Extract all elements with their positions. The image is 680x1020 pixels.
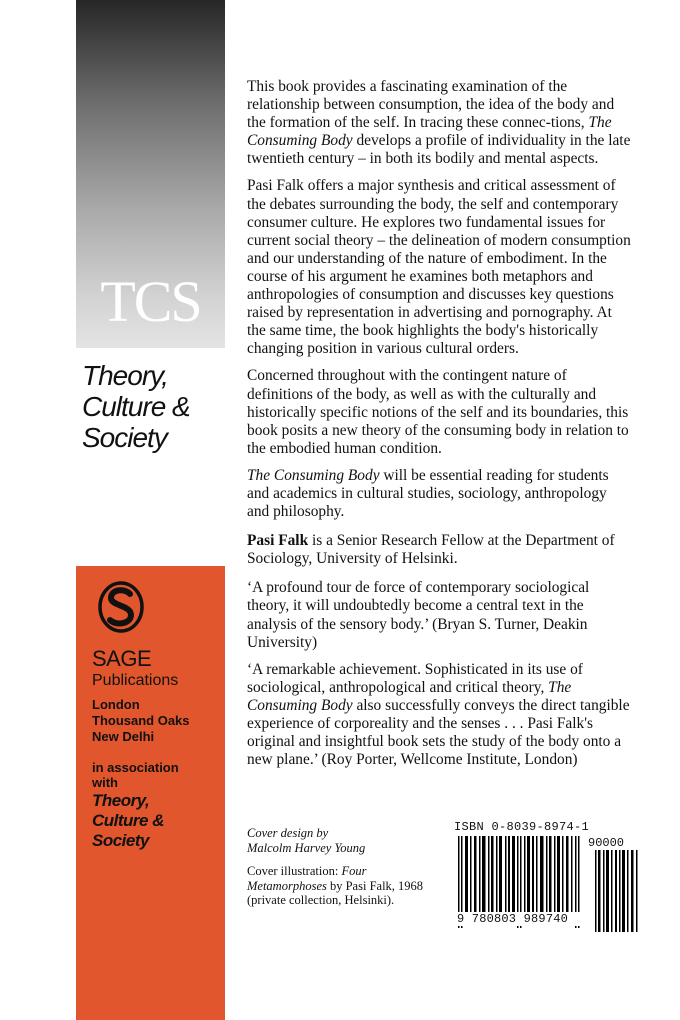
blurb-paragraph-4 <box>247 467 632 521</box>
book-title: The Consuming Body <box>247 678 572 714</box>
addon-digits: 90000 <box>588 836 625 850</box>
blurb-paragraph-3: Concerned throughout with the contingent nature of definitions of the body, as well as with the culturally and historically specific notions of the self and its boundaries, this book posits a new theory of the consuming body in relation to the embodied human condition. <box>247 367 629 457</box>
association-line: with <box>92 775 118 790</box>
publisher-series-title <box>92 791 164 851</box>
review-quote-1: ‘A profound tour de force of contemporary sociological theory, it will undoubtedly become a central text in the analysis of the sensory body.’ (Bryan S. Turner, Deakin University) <box>247 579 590 651</box>
series-title <box>82 360 227 453</box>
series-title-line: Theory, <box>82 360 168 391</box>
publisher-subtitle: Publications <box>92 672 179 689</box>
isbn-label: ISBN 0-8039-8974-1 <box>454 820 590 834</box>
sage-logo-icon <box>97 580 145 634</box>
cover-illustration-credit <box>247 864 437 908</box>
publisher-block <box>76 566 225 1020</box>
isbn-barcode <box>454 820 644 940</box>
city: Thousand Oaks <box>92 713 190 728</box>
city: London <box>92 697 140 712</box>
publisher-cities <box>92 697 190 745</box>
association-line: in association <box>92 760 179 775</box>
text-run: by Pasi Falk, 1968 (private collection, Helsinki). <box>247 878 424 907</box>
text-run: will be essential reading for students and academics in cultural studies, sociology, anthropology and philosophy. <box>247 466 609 521</box>
designer-name: Malcolm Harvey Young <box>247 840 366 855</box>
text-run: develops a profile of individuality in the late twentieth century – in both its bodily and mental aspects. <box>247 132 631 168</box>
association-label <box>92 760 179 790</box>
book-title: The Consuming Body <box>247 466 380 484</box>
text-run: also successfully conveys the direct tangible experience of corporeality and the senses . . . Pasi Falk's original and insightful book sets the study of the body onto a new plane.’ (Roy Porter, Wellcome Institute, London) <box>247 696 630 769</box>
tcs-logo: TCS <box>100 269 201 334</box>
text-run: Cover design by <box>247 826 329 840</box>
text-run: is a Senior Research Fellow at the Department of Sociology, University of Helsinki. <box>247 532 615 568</box>
back-cover-blurb <box>247 78 632 778</box>
cover-design-credit <box>247 826 437 855</box>
ean-digits: 9 780803 989740 <box>456 912 587 926</box>
series-sidebar <box>76 0 225 1020</box>
text-run: ‘A remarkable achievement. Sophisticated in its use of sociological, anthropological and critical theory, <box>247 660 583 696</box>
publisher-name: SAGE <box>92 646 152 671</box>
text-run: Cover illustration: <box>247 864 342 878</box>
cover-credits <box>247 826 437 917</box>
illustration-title: Four Metamorphoses <box>247 864 367 893</box>
series-line: Culture & <box>92 811 164 830</box>
city: New Delhi <box>92 729 155 744</box>
author-bio <box>247 532 632 568</box>
text-run: This book provides a fascinating examination of the relationship between consumption, the idea of the body and the formation of the self. In tracing these connec-tions, <box>247 78 615 132</box>
series-title-line: Society <box>82 422 167 453</box>
author-name: Pasi Falk <box>247 532 309 550</box>
book-title: The Consuming Body <box>247 114 612 150</box>
addon-barcode <box>594 850 640 932</box>
series-title-line: Culture & <box>82 391 190 422</box>
review-quote-2 <box>247 661 632 770</box>
blurb-paragraph-1 <box>247 78 632 168</box>
blurb-paragraph-2: Pasi Falk offers a major synthesis and critical assessment of the debates surrounding the body, the self and contemporary consumer culture. He explores two fundamental issues for current social theory – the delineation of modern consumption and our understanding of the nature of embodiment. In the course of his argument he examines both metaphors and anthropologies of consumption and discusses key questions raised by representation in advertising and pornography. At the same time, the book highlights the body's historically changing position in various cultural orders. <box>247 177 631 358</box>
series-line: Theory, <box>92 791 150 810</box>
series-line: Society <box>92 831 149 850</box>
